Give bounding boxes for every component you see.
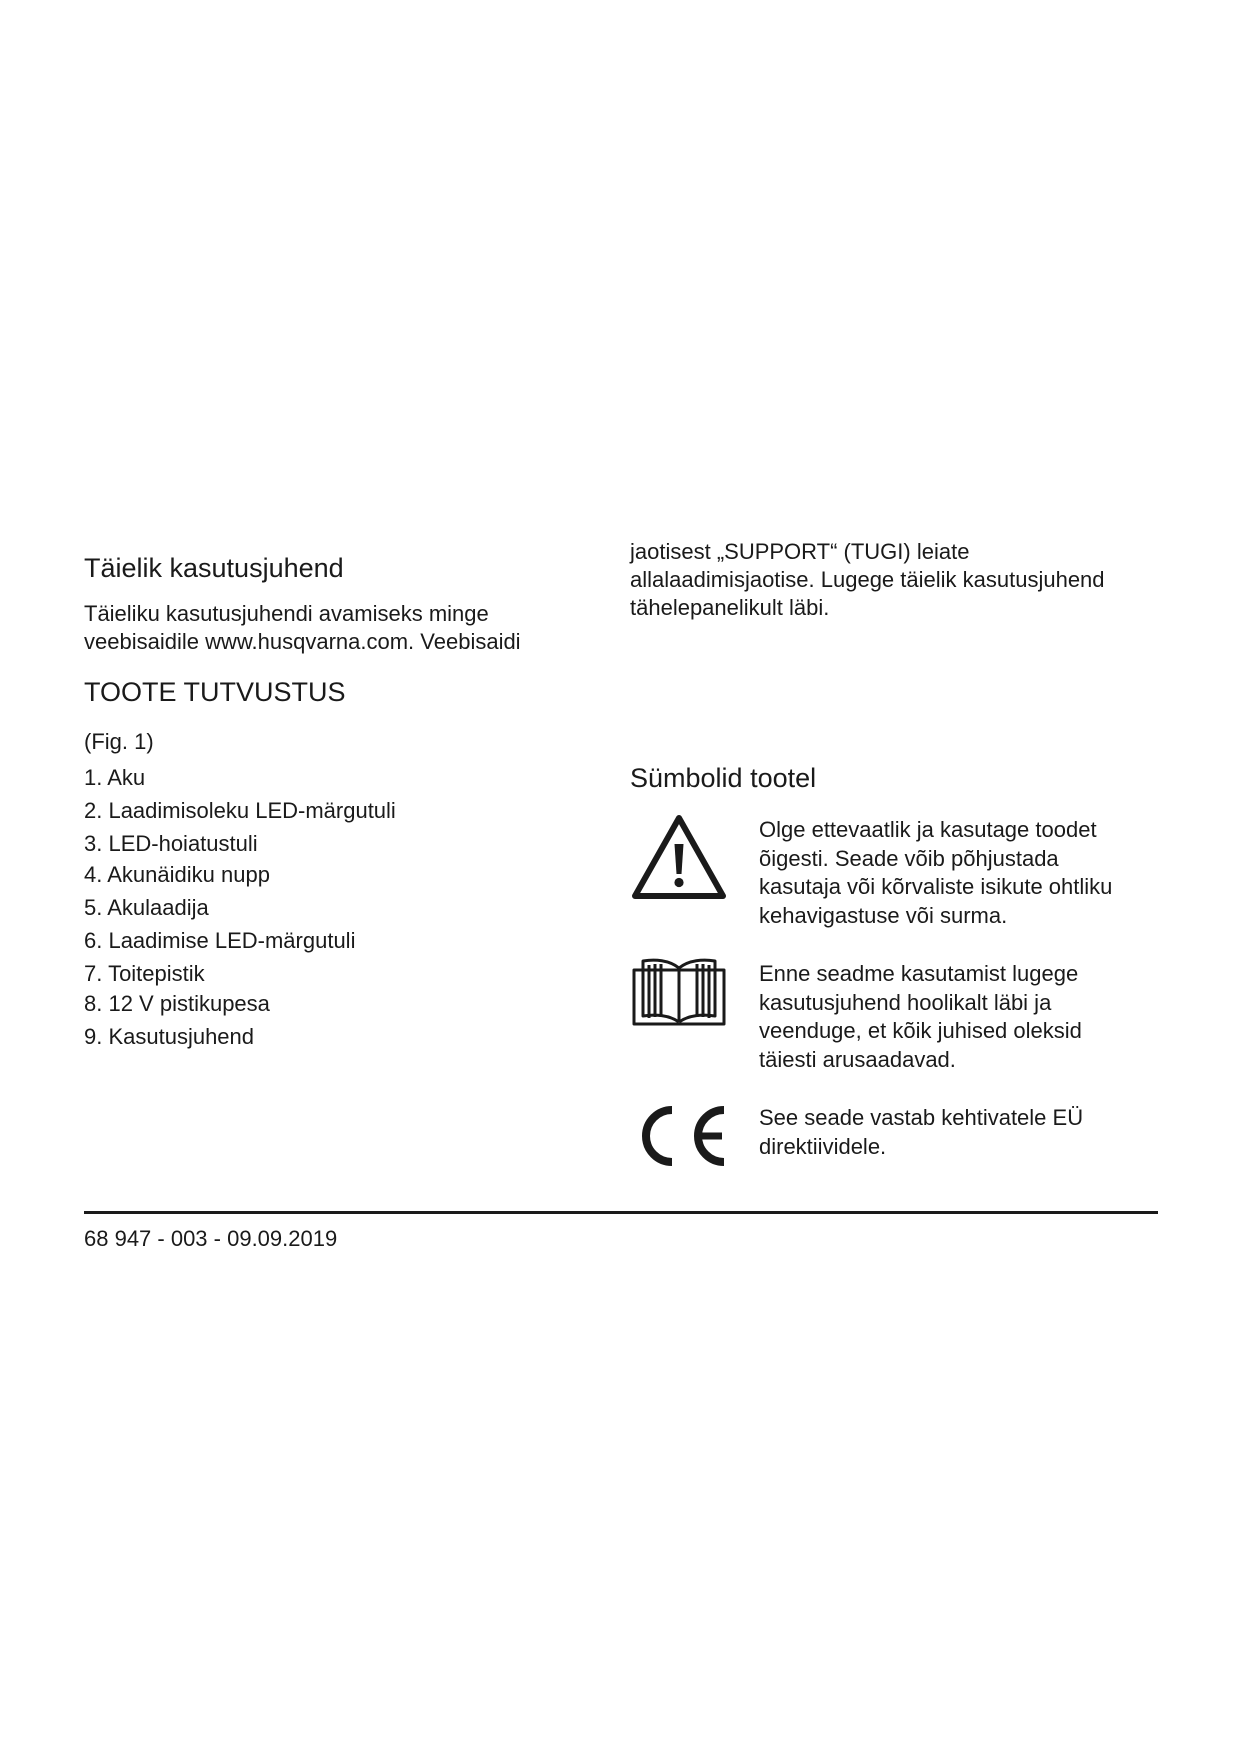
manual-text-continued	[630, 538, 1105, 622]
continued-text-line: tähelepanelikult läbi.	[630, 595, 830, 620]
manual-heading: Täielik kasutusjuhend	[84, 553, 344, 583]
list-item: 2. Laadimisoleku LED-märgutuli	[84, 798, 396, 823]
list-item: 5. Akulaadija	[84, 895, 209, 920]
symbol-text-line: kasutaja või kõrvaliste isikute ohtliku	[759, 874, 1113, 899]
list-item: 1. Aku	[84, 765, 146, 790]
open-book-icon	[631, 956, 727, 1028]
warning-symbol-description	[759, 816, 1112, 930]
symbol-text-line: Olge ettevaatlik ja kasutage toodet	[759, 817, 1097, 842]
list-item: 8. 12 V pistikupesa	[84, 991, 270, 1016]
list-item: 9. Kasutusjuhend	[84, 1024, 255, 1049]
manual-text-line: veebisaidile www.husqvarna.com. Veebisaidi	[84, 629, 521, 654]
symbol-text-line: direktiividele.	[759, 1133, 887, 1159]
figure-reference: (Fig. 1)	[84, 729, 154, 754]
continued-text-line: allalaadimisjaotise. Lugege täielik kasutusjuhend	[630, 567, 1105, 592]
list-item: 4. Akunäidiku nupp	[84, 862, 270, 887]
symbol-text-line: See seade vastab kehtivatele EÜ	[759, 1105, 1084, 1130]
symbols-heading: Sümbolid tootel	[630, 763, 817, 793]
warning-triangle-icon	[631, 814, 727, 900]
symbol-text-line: täiesti arusaadavad.	[759, 1046, 956, 1072]
ce-symbol-description	[759, 1104, 1083, 1161]
document-number: 68 947 - 003 - 09.09.2019	[84, 1226, 338, 1251]
list-item: 6. Laadimise LED-märgutuli	[84, 928, 356, 953]
manual-text-line: Täieliku kasutusjuhendi avamiseks minge	[84, 601, 489, 626]
continued-text-line: jaotisest „SUPPORT“ (TUGI) leiate	[630, 539, 970, 564]
symbol-text-line: Enne seadme kasutamist lugege	[759, 961, 1079, 986]
manual-text	[84, 600, 521, 656]
list-item: 3. LED-hoiatustuli	[84, 831, 258, 856]
manual-symbol-description	[759, 960, 1082, 1074]
symbol-text-line: kehavigastuse või surma.	[759, 902, 1008, 928]
list-item: 7. Toitepistik	[84, 961, 205, 986]
symbol-text-line: õigesti. Seade võib põhjustada	[759, 845, 1059, 871]
product-heading: TOOTE TUTVUSTUS	[84, 677, 346, 707]
symbol-text-line: kasutusjuhend hoolikalt läbi ja	[759, 989, 1052, 1015]
footer-divider	[84, 1211, 1158, 1214]
ce-mark-icon	[632, 1102, 728, 1170]
symbol-text-line: veenduge, et kõik juhised oleksid	[759, 1018, 1082, 1043]
